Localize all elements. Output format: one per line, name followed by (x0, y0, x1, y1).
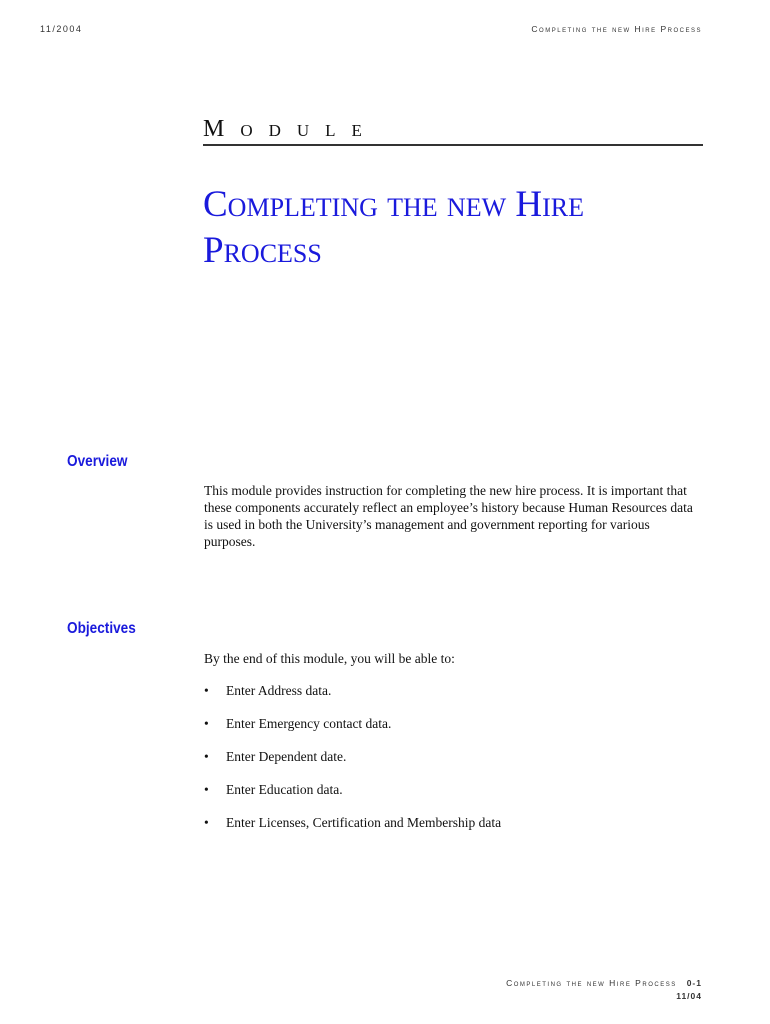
bullet-icon: • (204, 782, 209, 797)
list-item (204, 682, 704, 715)
page-title-line-2: Process (203, 230, 322, 271)
objectives-intro: By the end of this module, you will be able to: (204, 651, 455, 666)
bullet-icon: • (204, 716, 209, 731)
list-item-text: Enter Address data. (226, 683, 332, 698)
list-item-text: Enter Emergency contact data. (226, 716, 392, 731)
list-item-text: Enter Dependent date. (226, 749, 347, 764)
module-label: Module (203, 116, 378, 142)
page-title (203, 182, 703, 274)
bullet-icon: • (204, 749, 209, 764)
overview-paragraph: This module provides instruction for completing the new hire process. It is important that these components accurately reflect an employee’s history because Human Resources data is used in both the University’s management and government reporting for various purposes. (204, 483, 693, 549)
bullet-icon: • (204, 683, 209, 698)
objectives-heading: Objectives (67, 620, 136, 637)
list-item (204, 781, 704, 814)
header-date: 11/2004 (40, 24, 83, 34)
list-item-text: Enter Education data. (226, 782, 343, 797)
header-title: Completing the new Hire Process (531, 24, 702, 34)
list-item (204, 814, 704, 847)
footer-title (506, 978, 702, 988)
module-divider (203, 144, 703, 146)
overview-heading: Overview (67, 453, 128, 470)
page-title-line-1: Completing the new Hire (203, 184, 584, 225)
list-item-text: Enter Licenses, Certification and Membership data (226, 815, 502, 830)
footer-title-text: Completing the new Hire Process (506, 978, 677, 988)
list-item (204, 748, 704, 781)
list-item (204, 715, 704, 748)
footer-date: 11/04 (676, 991, 702, 1001)
page-number: 0-1 (686, 978, 702, 988)
bullet-icon: • (204, 815, 209, 830)
objectives-list (204, 682, 704, 847)
